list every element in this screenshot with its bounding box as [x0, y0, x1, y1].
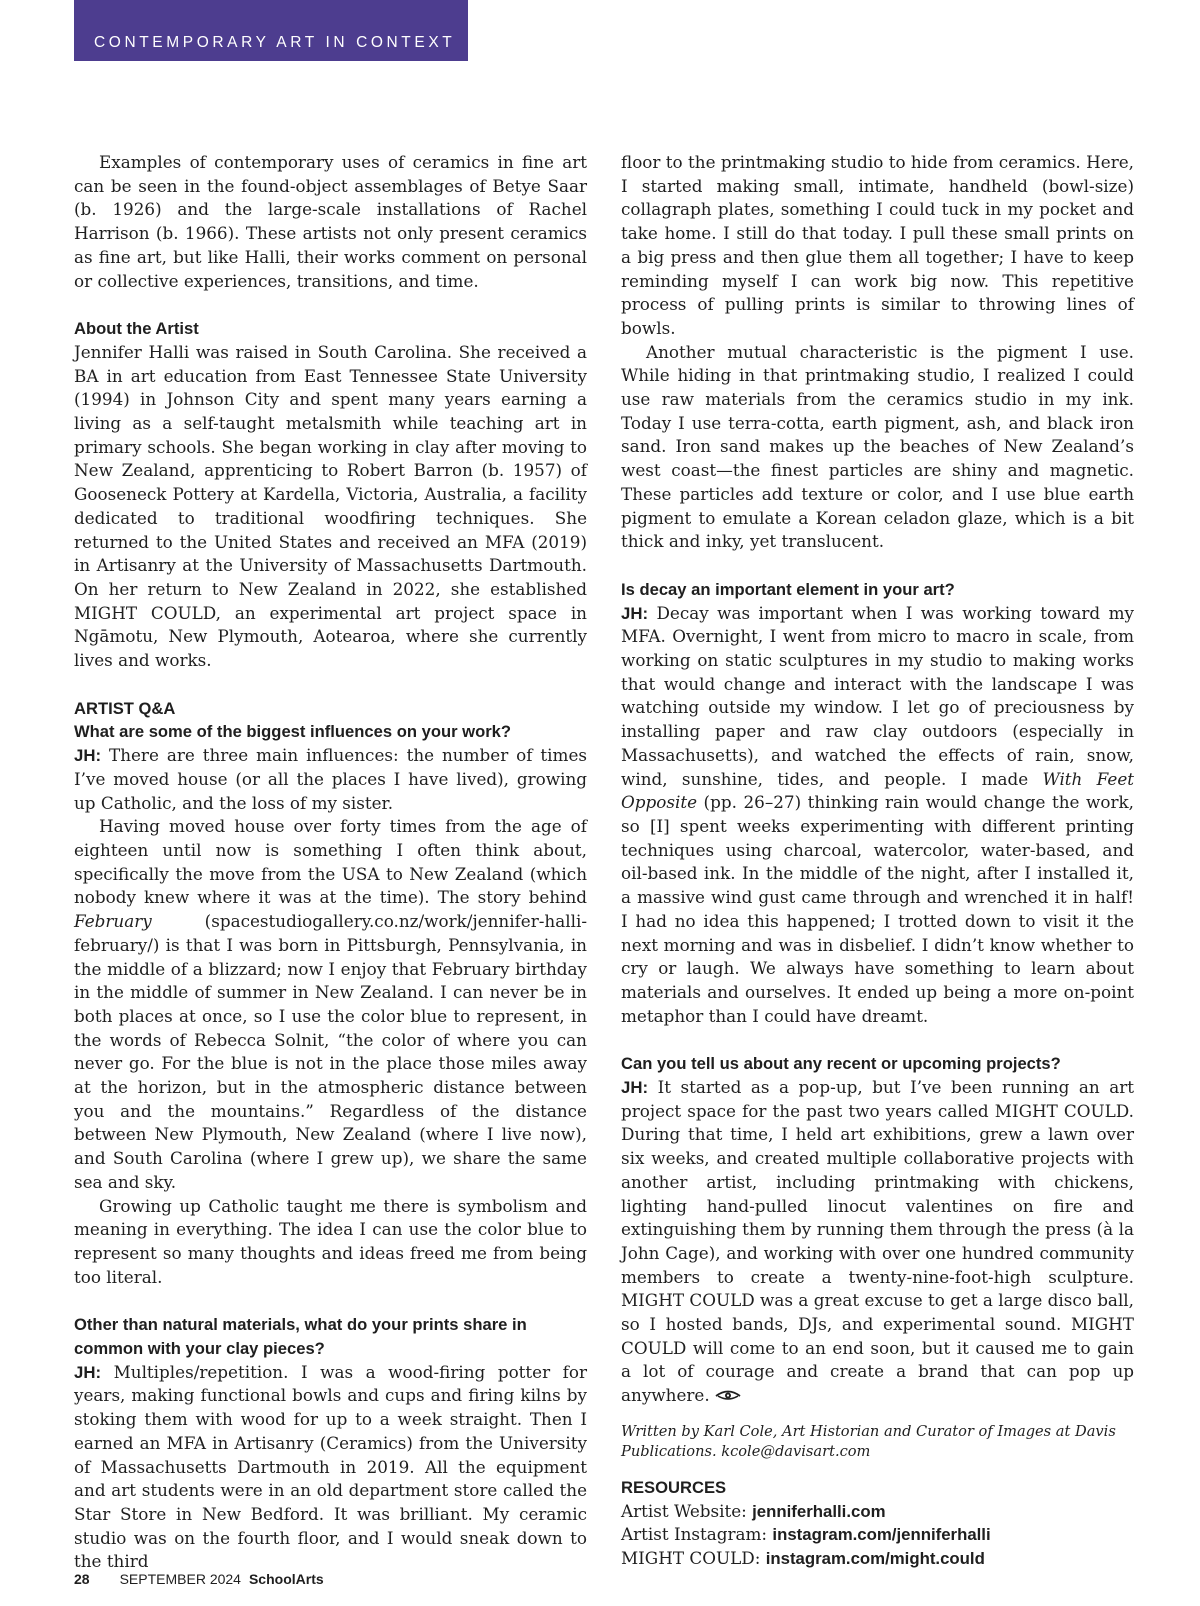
answer-prints-clay-p1-cont: floor to the printmaking studio to hide from ceramics. Here, I started making small, intimate, handheld (bowl-size) collagraph plates, something I could tuck in my pocket and take home. I still do that today. I pull these small prints on a big press and then glue them all together; I have to keep reminding myself I can work big now. This repetitive process of pulling prints is similar to throwing lines of bowls. [621, 152, 1134, 338]
qa-heading: ARTIST Q&A [74, 698, 176, 718]
section-header-title: CONTEMPORARY ART IN CONTEXT [94, 34, 456, 51]
page-footer [74, 1571, 324, 1587]
left-column [74, 151, 587, 1574]
resource-link-instagram[interactable]: instagram.com/jenniferhalli [772, 1525, 991, 1545]
resource-website [621, 1500, 1134, 1524]
answer-text: (pp. 26–27) thinking rain would change the work, so [I] spent weeks experimenting with different printing techniques using charcoal, watercolor, water-based, and oil-based ink. In the middle of the night, after I installed it, a massive wind gust came through and wrenched it in half! I had no idea this happened; I trotted down to visit it the next morning and was in disbelief. I didn’t know whether to cry or laugh. We always have something to learn about materials and ourselves. It ended up being a more on-point metaphor than I could have dreamt. [621, 792, 1134, 1026]
about-paragraph: Jennifer Halli was raised in South Carolina. She received a BA in art education from East Tennessee State University (1994) in Johnson City and spent many years earning a living as a self-taught metalsmith while teaching art in primary schools. She began working in clay after moving to New Zealand, apprenticing to Robert Barron (b. 1957) of Gooseneck Pottery at Kardella, Victoria, Australia, a facility dedicated to traditional woodfiring techniques. She returned to the United States and received an MFA (2019) in Artisanry at the University of Massachusetts Dartmouth. On her return to New Zealand in 2022, she established MIGHT COULD, an experimental art project space in Ngāmotu, New Plymouth, Aotearoa, where she currently lives and works. [74, 341, 587, 671]
answer-projects [621, 1076, 1134, 1408]
answer-text: (spacestudiogallery.co.nz/work/jennifer-halli-february/) is that I was born in Pittsburgh, Pennsylvania, in the middle of a blizzard; now I enjoy that February birthday in the middle of summer in New Zealand. I can never be in both places at once, so I use the color blue to represent, in the words of Rebecca Solnit, “the color of where you can never go. For the blue is not in the place those miles away at the horizon, but in the atmospheric distance between you and the mountains.” Regardless of the distance between New Plymouth, New Zealand (where I live now), and South Carolina (where I grew up), we share the same sea and sky. [74, 911, 587, 1192]
resource-link-might-could[interactable]: instagram.com/might.could [765, 1548, 985, 1568]
question-influences: What are some of the biggest influences on your work? [74, 722, 512, 742]
answer-text: There are three main influences: the number of times I’ve moved house (or all the places I have lived), growing up Catholic, and the loss of my sister. [74, 745, 587, 813]
section-header-band [74, 0, 468, 61]
artwork-title-february: February [74, 911, 152, 932]
jh-label: JH: [621, 603, 649, 623]
resource-label: MIGHT COULD: [621, 1547, 766, 1568]
jh-label: JH: [74, 746, 102, 766]
intro-paragraph: Examples of contemporary uses of ceramics in fine art can be seen in the found-object assemblages of Betye Saar (b. 1926) and the large-scale installations of Rachel Harrison (b. 1966). These artists not only present ceramics as fine art, but like Halli, their works comment on personal or collective experiences, transitions, and time. [74, 152, 587, 291]
resources-heading: RESOURCES [621, 1477, 727, 1497]
answer-influences-p2 [74, 815, 587, 1194]
artwork-title-with-feet-opposite: With Feet Opposite [621, 768, 1134, 813]
resource-instagram [621, 1523, 1134, 1547]
jh-label: JH: [621, 1078, 649, 1098]
resource-might-could [621, 1547, 1134, 1571]
jh-label: JH: [74, 1362, 102, 1382]
resource-link-website[interactable]: jenniferhalli.com [752, 1501, 886, 1521]
magazine-name: SchoolArts [248, 1571, 324, 1587]
answer-prints-clay-p2: Another mutual characteristic is the pigment I use. While hiding in that printmaking studio, I realized I could use raw materials from the ceramics studio in my ink. Today I use terra-cotta, earth pigment, ash, and black iron sand. Iron sand makes up the beaches of New Zealand’s west coast—the finest particles are shiny and magnetic. These particles add texture or color, and I use blue earth pigment to emulate a Korean celadon glaze, which is a bit thick and inky, yet translucent. [621, 341, 1134, 552]
answer-influences-p3: Growing up Catholic taught me there is symbolism and meaning in everything. The idea I can use the color blue to represent so many thoughts and ideas freed me from being too literal. [74, 1195, 587, 1287]
answer-decay [621, 602, 1134, 1029]
issue-date: SEPTEMBER 2024 [119, 1571, 241, 1587]
resource-label: Artist Website: [621, 1500, 753, 1521]
about-heading: About the Artist [74, 319, 199, 339]
author-credit: Written by Karl Cole, Art Historian and Curator of Images at Davis Publications. kcole@davisart.com [621, 1422, 1116, 1460]
question-prints-clay: Other than natural materials, what do your prints share in common with your clay pieces? [74, 1315, 527, 1359]
answer-text: Multiples/repetition. I was a wood-firing potter for years, making functional bowls and cups and firing kilns by stoking them with wood for up to a week straight. Then I earned an MFA in Artisanry (Ceramics) from the University of Massachusetts Dartmouth in 2019. All the equipment and art students were in an old department store called the Star Store in New Bedford. It was brilliant. My ceramic studio was on the fourth floor, and I would sneak down to the third [74, 1361, 587, 1572]
question-projects: Can you tell us about any recent or upcoming projects? [621, 1054, 1061, 1074]
question-decay: Is decay an important element in your art? [621, 579, 955, 599]
answer-prints-clay-p1 [74, 1361, 587, 1574]
answer-text: Having moved house over forty times from the age of eighteen until now is something I often think about, specifically the move from the USA to New Zealand (which nobody knew where it was at the time). The story behind [74, 816, 587, 908]
resource-label: Artist Instagram: [621, 1524, 773, 1545]
schoolarts-eye-logo-icon [714, 1388, 742, 1402]
page-number: 28 [74, 1571, 90, 1587]
right-column [621, 151, 1134, 1571]
answer-text: Decay was important when I was working toward my MFA. Overnight, I went from micro to macro in scale, from working on static sculptures in my studio to making works that would change and interact with the landscape I was watching outside my window. I let go of preciousness by installing paper and raw clay outdoors (especially in Massachusetts), and watched the effects of rain, snow, wind, sunshine, tides, and people. I made [621, 602, 1134, 789]
answer-text: It started as a pop-up, but I’ve been running an art project space for the past two years called MIGHT COULD. During that time, I held art exhibitions, grew a lawn over six weeks, and created multiple collaborative projects with another artist, including printmaking with chickens, lighting hand-pulled linocut valentines on fire and extinguishing them by running them through the press (à la John Cage), and working with over one hundred community members to create a twenty-nine-foot-high sculpture. MIGHT COULD was a great excuse to get a large disco ball, so I hosted bands, DJs, and experimental sound. MIGHT COULD will come to an end soon, but it caused me to gain a lot of courage and create a brand that can pop up anywhere. [621, 1077, 1135, 1406]
answer-influences-p1 [74, 744, 587, 815]
